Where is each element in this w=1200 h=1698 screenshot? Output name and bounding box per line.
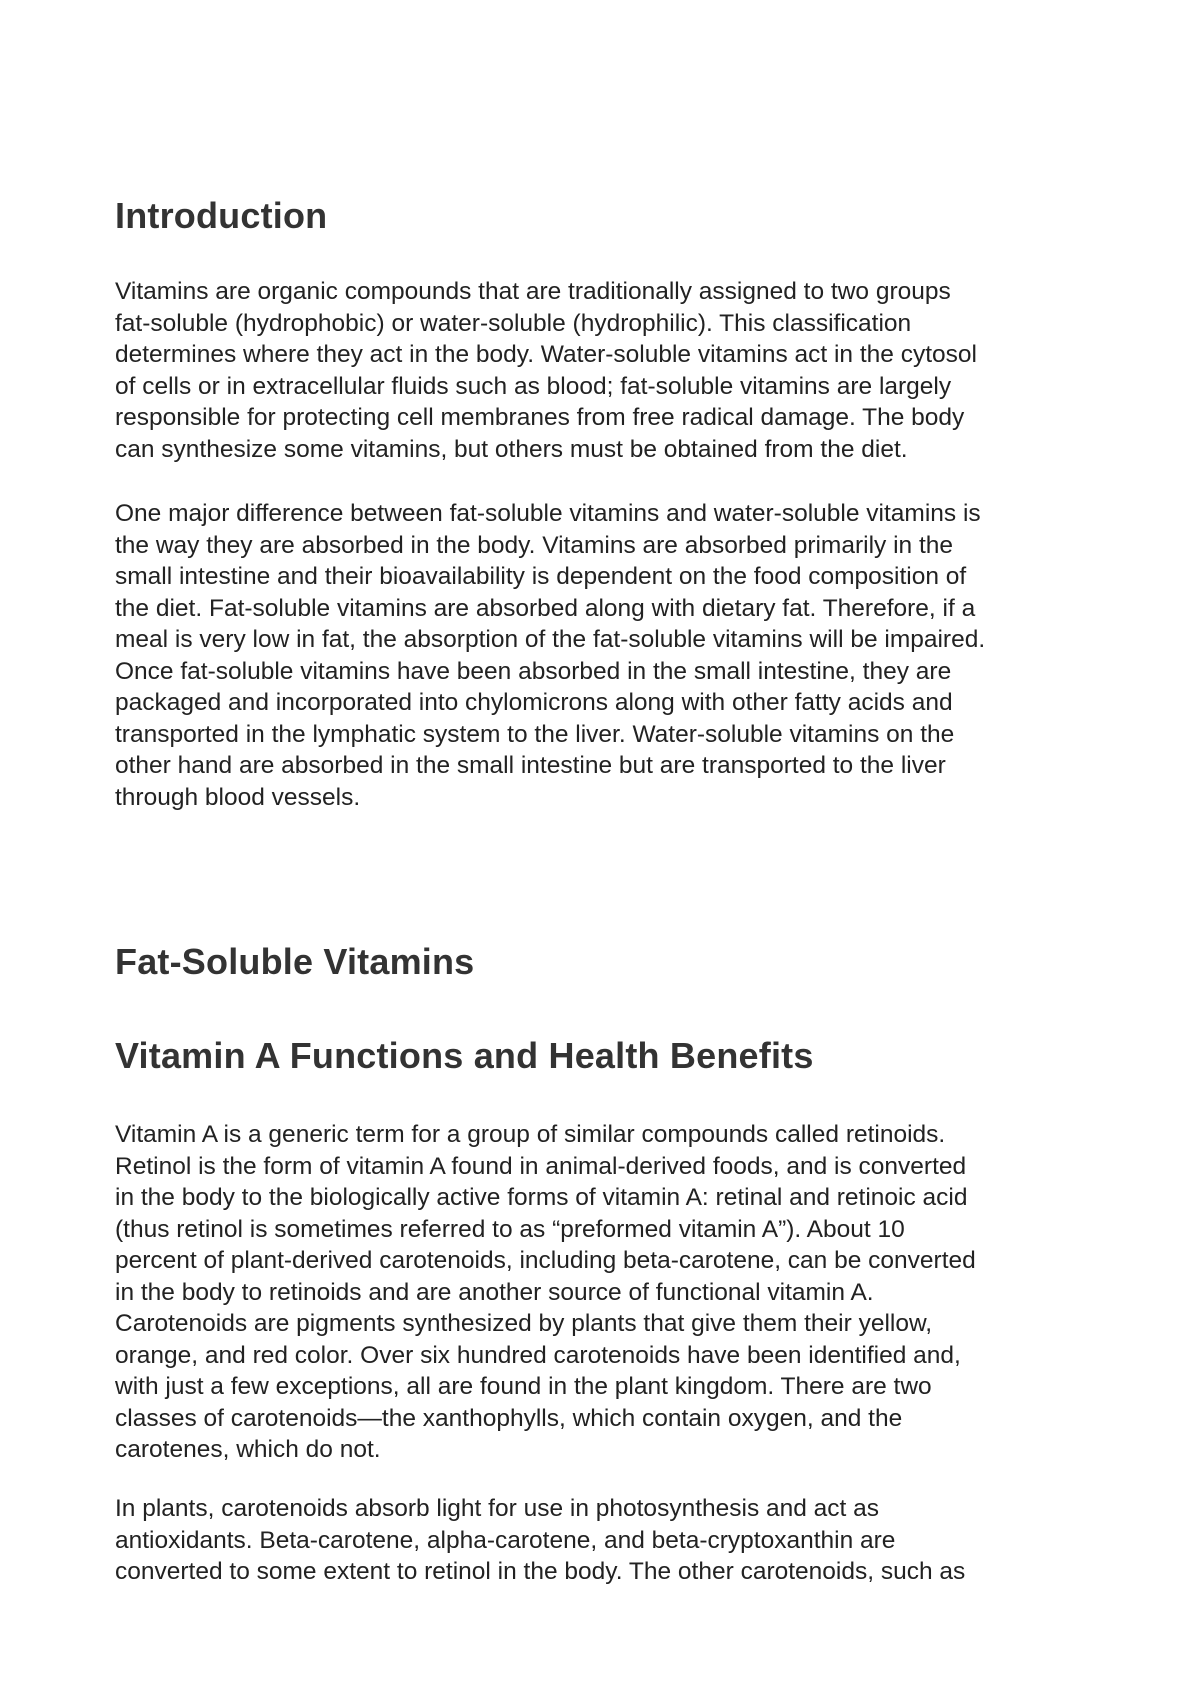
- text-line: the diet. Fat-soluble vitamins are absorbed along with dietary fat. Therefore, if a: [115, 594, 976, 622]
- text-line: meal is very low in fat, the absorption of the fat-soluble vitamins will be impaired.: [115, 626, 986, 653]
- text-line: Vitamins are organic compounds that are traditionally assigned to two groups: [115, 278, 951, 305]
- text-line: percent of plant-derived carotenoids, including beta-carotene, can be converted: [115, 1247, 976, 1274]
- text-line: Vitamin A is a generic term for a group of similar compounds called retinoids.: [115, 1121, 946, 1148]
- text-line: carotenes, which do not.: [115, 1436, 381, 1463]
- text-line: the way they are absorbed in the body. Vitamins are absorbed primarily in the: [115, 531, 954, 559]
- text-line: classes of carotenoids—the xanthophylls, which contain oxygen, and the: [115, 1404, 903, 1432]
- text-line: fat-soluble (hydrophobic) or water-soluble (hydrophilic). This classification: [115, 309, 912, 337]
- text-line: responsible for protecting cell membranes from free radical damage. The body: [115, 404, 965, 431]
- vitamin-a-paragraph-1: [115, 1119, 1095, 1466]
- heading-fat-soluble-vitamins: Fat-Soluble Vitamins: [115, 941, 475, 982]
- text-line: packaged and incorporated into chylomicrons along with other fatty acids and: [115, 689, 953, 716]
- vitamin-a-paragraph-2: [115, 1493, 1095, 1588]
- text-line: converted to some extent to retinol in the body. The other carotenoids, such as: [115, 1558, 966, 1585]
- text-line: small intestine and their bioavailability is dependent on the food composition of: [115, 563, 967, 590]
- text-line: other hand are absorbed in the small intestine but are transported to the liver: [115, 752, 946, 779]
- text-line: Once fat-soluble vitamins have been absorbed in the small intestine, they are: [115, 657, 952, 685]
- text-line: through blood vessels.: [115, 783, 361, 811]
- text-line: (thus retinol is sometimes referred to as “preformed vitamin A”). About 10: [115, 1215, 905, 1243]
- heading-vitamin-a: Vitamin A Functions and Health Benefits: [115, 1035, 814, 1076]
- text-line: in the body to retinoids and are another source of functional vitamin A.: [115, 1278, 874, 1306]
- heading-introduction: Introduction: [115, 195, 328, 236]
- text-line: antioxidants. Beta-carotene, alpha-carotene, and beta-cryptoxanthin are: [115, 1526, 896, 1554]
- text-line: determines where they act in the body. Water-soluble vitamins act in the cytosol: [115, 341, 977, 368]
- text-line: orange, and red color. Over six hundred carotenoids have been identified and,: [115, 1341, 961, 1369]
- text-line: in the body to the biologically active forms of vitamin A: retinal and retinoic acid: [115, 1184, 968, 1211]
- intro-paragraph-1: [115, 276, 1095, 465]
- text-line: transported in the lymphatic system to the liver. Water-soluble vitamins on the: [115, 720, 955, 748]
- text-line: Retinol is the form of vitamin A found in animal-derived foods, and is converted: [115, 1152, 967, 1180]
- text-line: Carotenoids are pigments synthesized by plants that give them their yellow,: [115, 1310, 933, 1337]
- text-line: One major difference between fat-soluble vitamins and water-soluble vitamins is: [115, 500, 981, 527]
- text-line: of cells or in extracellular fluids such as blood; fat-soluble vitamins are largely: [115, 372, 952, 400]
- intro-paragraph-2: [115, 498, 1095, 813]
- text-line: with just a few exceptions, all are found in the plant kingdom. There are two: [115, 1373, 932, 1400]
- text-line: can synthesize some vitamins, but others must be obtained from the diet.: [115, 435, 908, 463]
- text-line: In plants, carotenoids absorb light for use in photosynthesis and act as: [115, 1495, 880, 1522]
